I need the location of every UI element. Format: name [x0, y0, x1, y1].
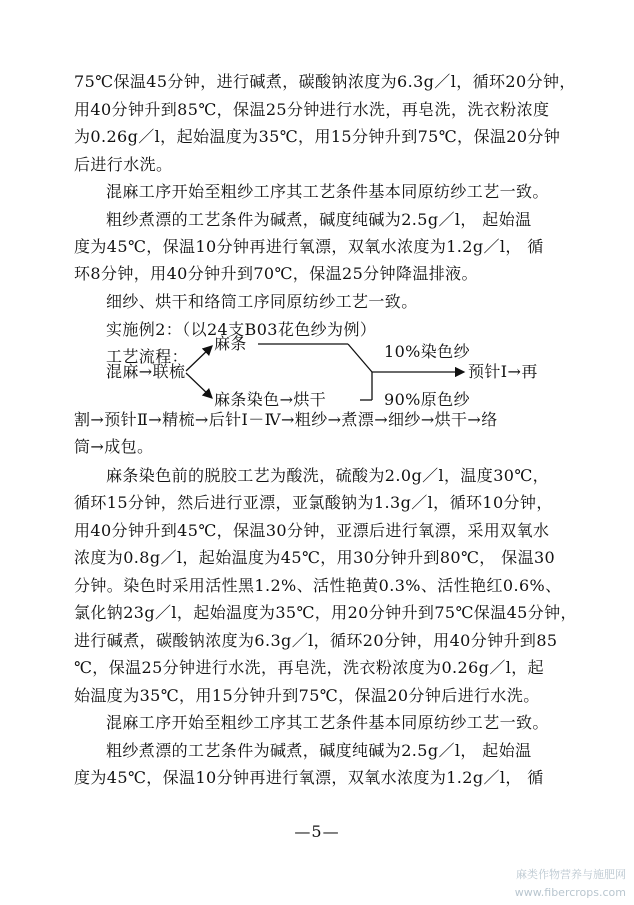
- text-line: 75℃保温45分钟，进行碱煮，碳酸钠浓度为6.3g／l，循环20分钟，: [74, 72, 576, 91]
- text-line: 分钟。染色时采用活性黑1.2%、活性艳黄0.3%、活性艳红0.6%、: [74, 576, 562, 595]
- text-line: 混麻工序开始至粗纱工序其工艺条件基本同原纺纱工艺一致。: [106, 713, 549, 732]
- flow-node-start: 混麻→联梳: [106, 362, 186, 381]
- process-flow-diagram: [0, 332, 634, 412]
- flow-node-lower: 麻条染色→烘干: [214, 390, 327, 409]
- text-line: 度为45℃，保温10分钟再进行氧漂，双氧水浓度为1.2g／l， 循: [74, 768, 544, 787]
- page-number: —5—: [294, 822, 340, 841]
- text-line: 环8分钟，用40分钟升到70℃，保温25分钟降温排液。: [74, 264, 478, 283]
- text-line: 实施例2：（以24支B03花色纱为例）: [106, 320, 377, 339]
- text-line: 为0.26g／l，起始温度为35℃，用15分钟升到75℃，保温20分钟: [74, 127, 561, 146]
- text-line: 浓度为0.8g／l，起始温度为45℃，用30分钟升到80℃， 保温30: [74, 548, 556, 567]
- text-line: 粗纱煮漂的工艺条件为碱煮，碱度纯碱为2.5g／l， 起始温: [106, 210, 532, 229]
- watermark-title: 麻类作物营养与施肥网: [516, 868, 626, 881]
- text-line: ℃，保温25分钟进行水洗，再皂洗，洗衣粉浓度为0.26g／l，起: [74, 658, 545, 677]
- flow-node-end: 预针Ⅰ→再: [468, 362, 538, 381]
- flow-upper-percentage: 10%染色纱: [384, 342, 470, 361]
- text-line: 始温度为35℃，用15分钟升到75℃，保温20分钟后进行水洗。: [74, 686, 540, 705]
- text-line: 筒→成包。: [74, 437, 154, 456]
- flow-node-upper: 麻条: [214, 334, 247, 353]
- text-line: 粗纱煮漂的工艺条件为碱煮，碱度纯碱为2.5g／l， 起始温: [106, 741, 532, 760]
- text-line: 氯化钠23g／l，起始温度为35℃，用20分钟升到75℃保温45分钟，: [74, 603, 577, 622]
- text-line: 混麻工序开始至粗纱工序其工艺条件基本同原纺纱工艺一致。: [106, 182, 549, 201]
- text-line: 麻条染色前的脱胶工艺为酸洗，硫酸为2.0g／l，温度30℃，: [106, 466, 550, 485]
- text-line: 割→预针Ⅱ→精梳→后针Ⅰ－Ⅳ→粗纱→煮漂→细纱→烘干→络: [74, 410, 498, 429]
- text-line: 工艺流程：: [106, 347, 189, 366]
- text-line: 度为45℃，保温10分钟再进行氧漂，双氧水浓度为1.2g／l， 循: [74, 237, 544, 256]
- text-line: 循环15分钟，然后进行亚漂，亚氯酸钠为1.3g／l，循环10分钟，: [74, 493, 553, 512]
- text-line: 进行碱煮，碳酸钠浓度为6.3g／l，循环20分钟，用40分钟升到85: [74, 631, 558, 650]
- flow-lower-percentage: 90%原色纱: [384, 390, 470, 409]
- text-line: 用40分钟升到45℃，保温30分钟，亚漂后进行氧漂，采用双氧水: [74, 521, 550, 540]
- text-line: 后进行水洗。: [74, 155, 173, 174]
- watermark-url: www.fibercrops.com: [514, 886, 626, 899]
- text-line: 用40分钟升到85℃，保温25分钟进行水洗，再皂洗，洗衣粉浓度: [74, 100, 550, 119]
- text-line: 细纱、烘干和络筒工序同原纺纱工艺一致。: [106, 292, 418, 311]
